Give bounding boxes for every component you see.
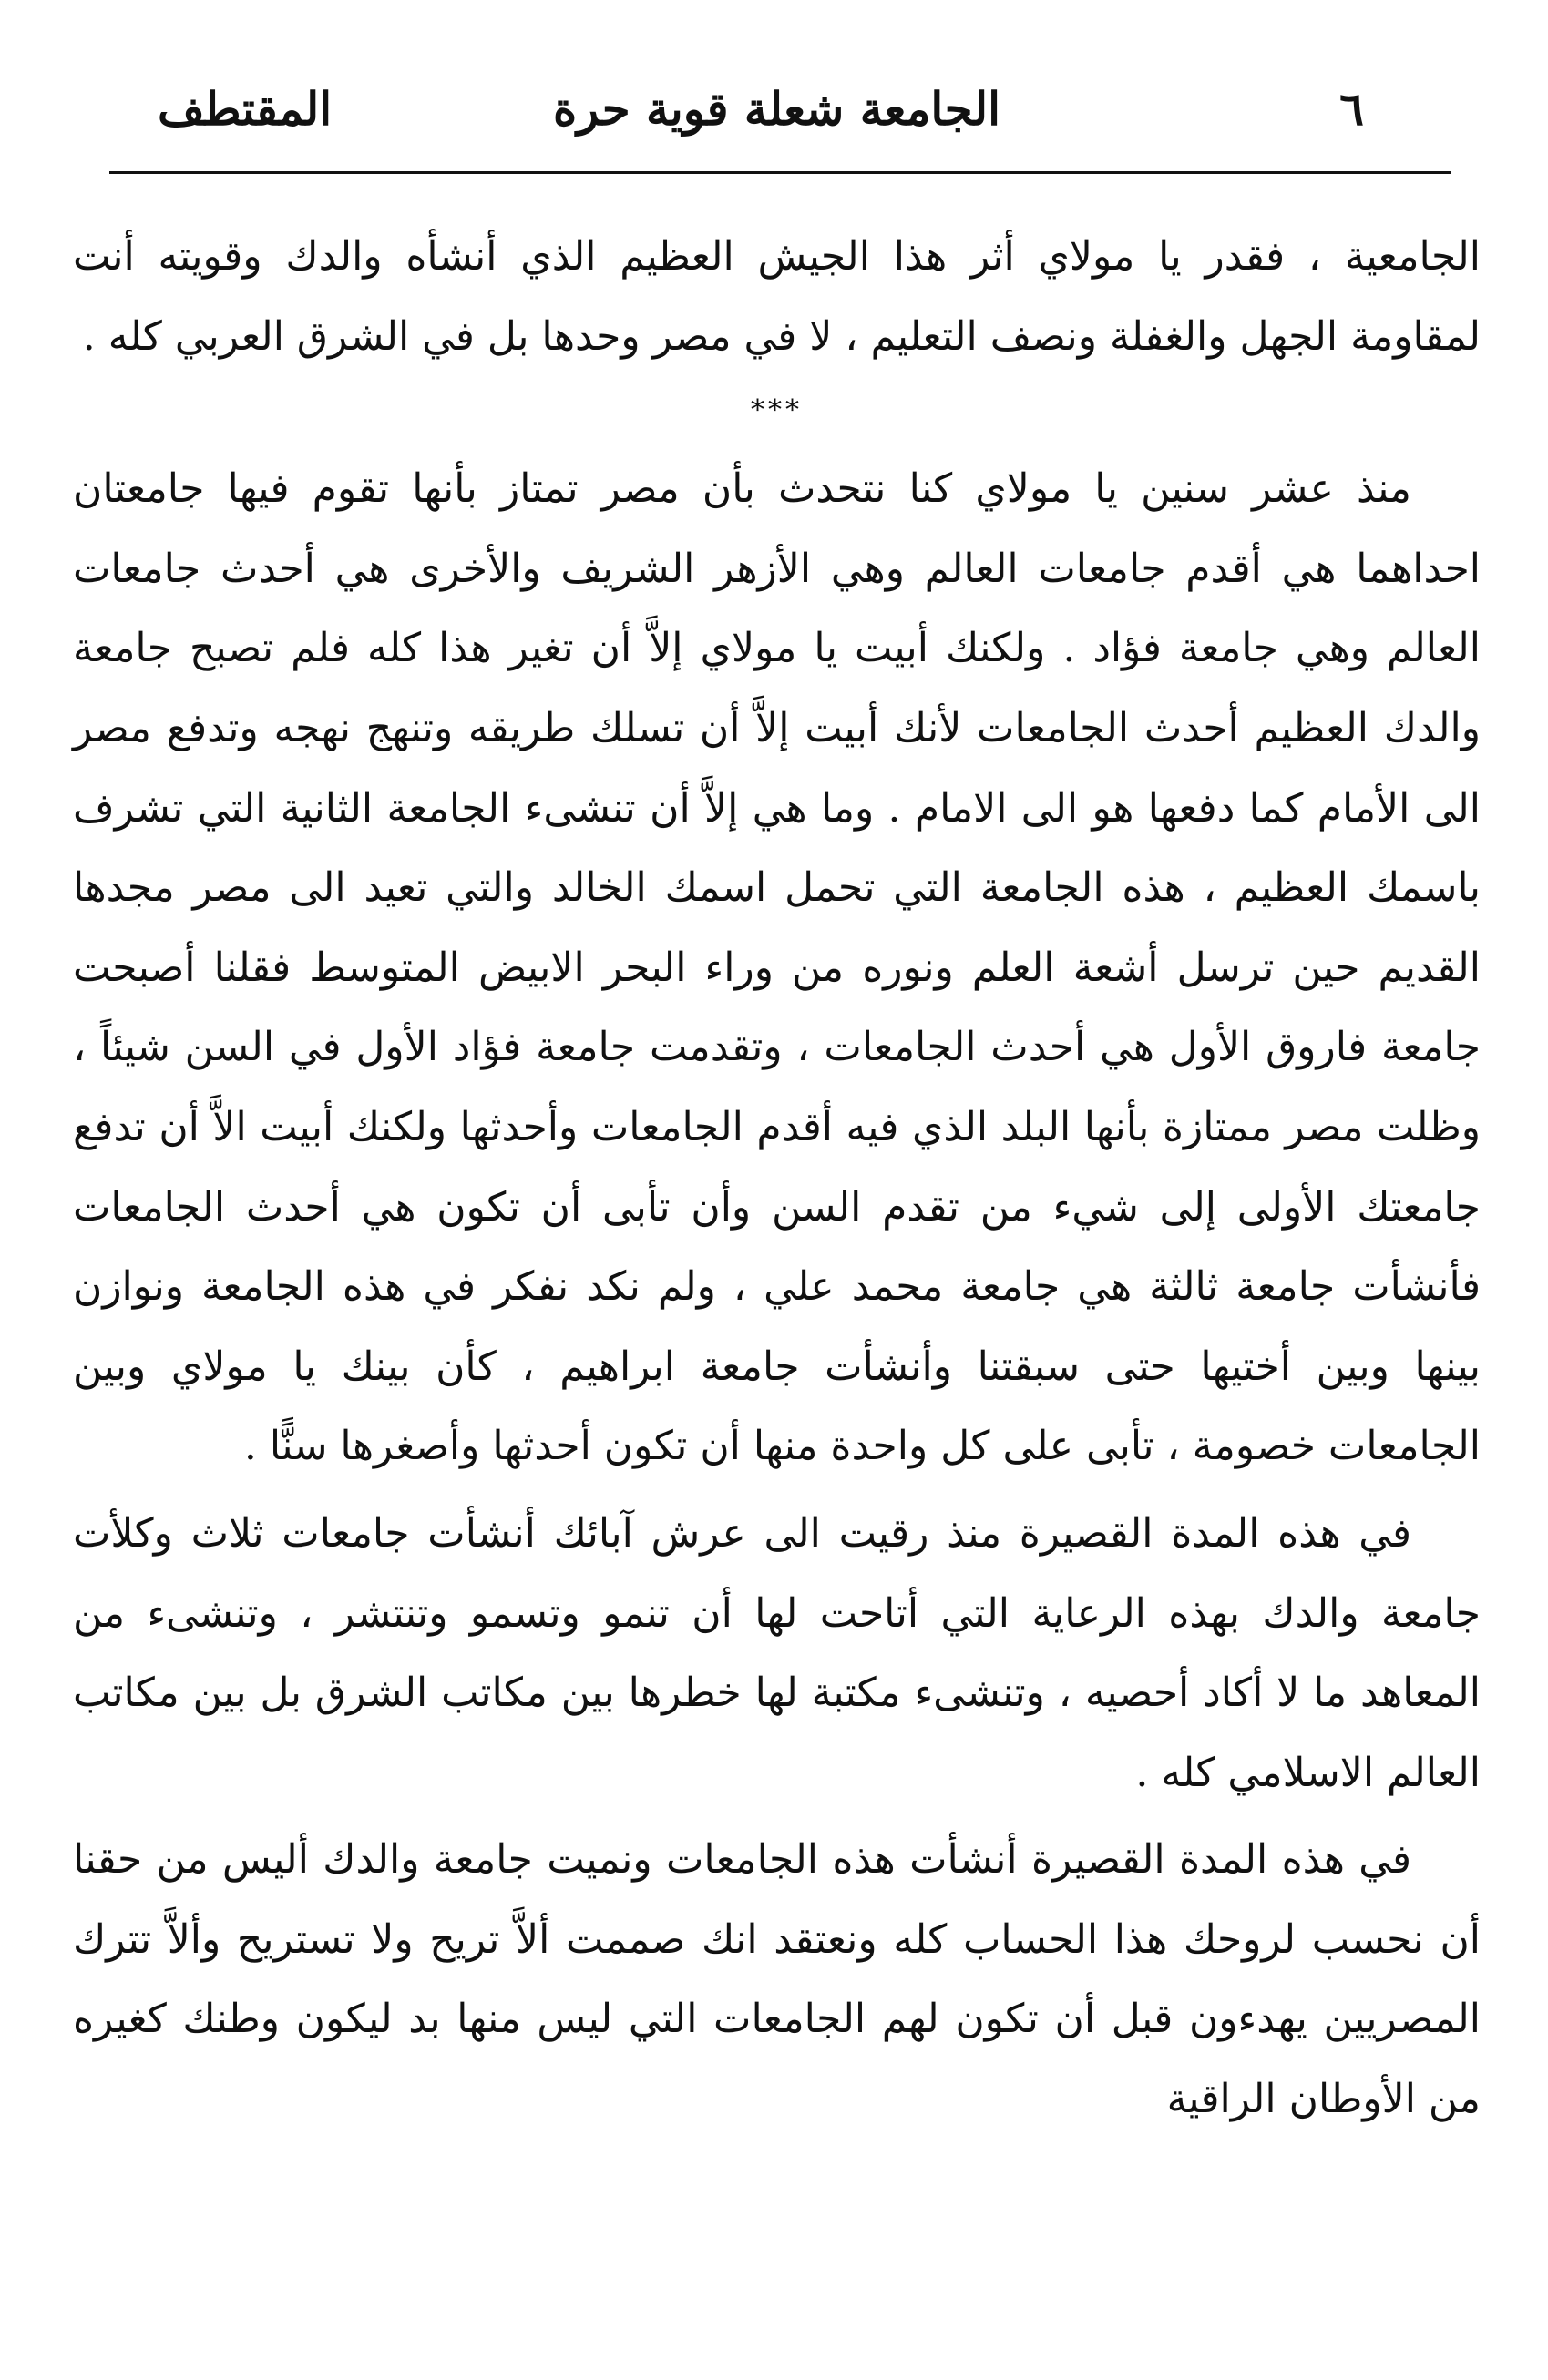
header-divider (109, 171, 1451, 174)
running-title: الجامعة شعلة قوية حرة (552, 82, 1001, 136)
paragraph-3: في هذه المدة القصيرة منذ رقيت الى عرش آبائك أنشأت جامعات ثلاث وكلأت جامعة والدك بهذه الرعاية التي أتاحت لها أن تنمو وتسمو وتنتشر ، وتنشىء من المعاهد ما لا أكاد أحصيه ، وتنشىء مكتبة لها خطرها بين مكاتب الشرق بل بين مكاتب العالم الاسلامي كله . (73, 1509, 1481, 1796)
page-number: ٦ (1339, 82, 1364, 136)
paragraph-1: الجامعية ، فقدر يا مولاي أثر هذا الجيش العظيم الذي أنشأه والدك وقويته أنت لمقاومة الجهل والغفلة ونصف التعليم ، لا في مصر وحدها بل في الشرق العربي كله . (73, 233, 1481, 360)
paragraph-4: في هذه المدة القصيرة أنشأت هذه الجامعات ونميت جامعة والدك أليس من حقنا أن نحسب لروحك هذا الحساب كله ونعتقد انك صممت ألاَّ تريح ولا تستريح وألاَّ تترك المصريين يهدءون قبل أن تكون لهم الجامعات التي ليس منها بد ليكون وطنك كغيره من الأوطان الراقية (73, 1836, 1481, 2123)
article-body (73, 217, 1481, 2140)
paragraph-2: منذ عشر سنين يا مولاي كنا نتحدث بأن مصر تمتاز بأنها تقوم فيها جامعتان احداهما هي أقدم جامعات العالم وهي الأزهر الشريف والأخرى هي أحدث جامعات العالم وهي جامعة فؤاد . ولكنك أبيت يا مولاي إلاَّ أن تغير هذا كله فلم تصبح جامعة والدك العظيم أحدث الجامعات لأنك أبيت إلاَّ أن تسلك طريقه وتنهج نهجه وتدفع مصر الى الأمام كما دفعها هو الى الامام . وما هي إلاَّ أن تنشىء الجامعة الثانية التي تشرف باسمك العظيم ، هذه الجامعة التي تحمل اسمك الخالد والتي تعيد الى مصر مجدها القديم حين ترسل أشعة العلم ونوره من وراء البحر الابيض المتوسط فقلنا أصبحت جامعة فاروق الأول هي أحدث الجامعات ، وتقدمت جامعة فؤاد الأول في السن شيئاً ، وظلت مصر ممتازة بأنها البلد الذي فيه أقدم الجامعات وأحدثها ولكنك أبيت الاَّ أن تدفع جامعتك الأولى إلى شيء من تقدم السن وأن تأبى أن تكون هي أحدث الجامعات فأنشأت جامعة ثالثة هي جامعة محمد علي ، ولم نكد نفكر في هذه الجامعة ونوازن بينها وبين أختيها حتى سبقتنا وأنشأت جامعة ابراهيم ، كأن بينك يا مولاي وبين الجامعات خصومة ، تأبى على كل واحدة منها أن تكون أحدثها وأصغرها سنًّا . (73, 465, 1481, 1470)
magazine-name: المقتطف (158, 82, 333, 136)
page-header (73, 75, 1481, 157)
section-separator: *** (751, 394, 803, 427)
